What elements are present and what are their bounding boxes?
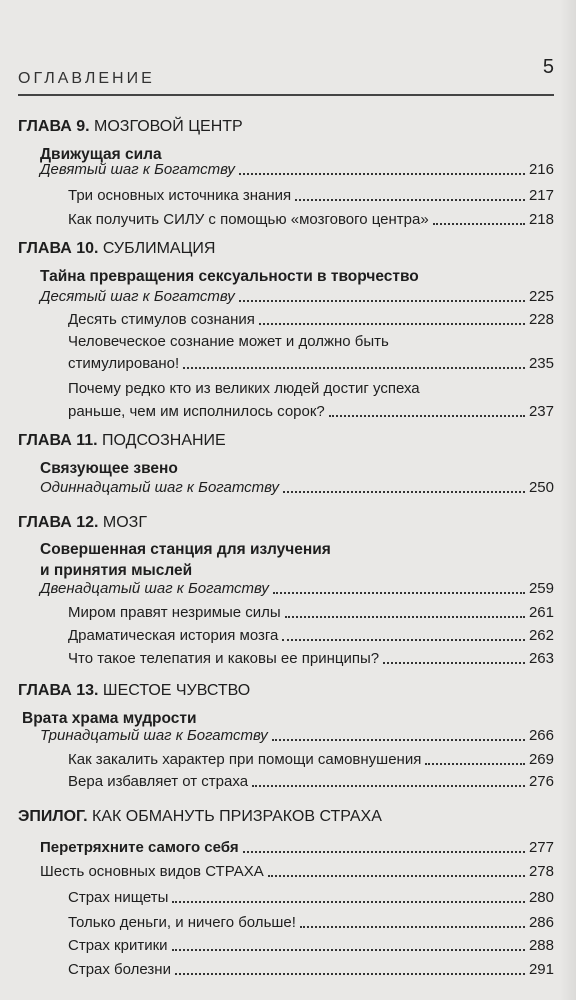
toc-entry[interactable] [68, 936, 554, 955]
chapter-title: СУБЛИМАЦИЯ [98, 240, 216, 257]
dot-leader [243, 851, 525, 853]
entry-title: Что такое телепатия и каковы ее принципы? [68, 650, 380, 667]
page-edge-shadow [560, 0, 576, 1000]
entry-title: Десять стимулов сознания [68, 311, 255, 328]
entry-page: 216 [528, 161, 554, 178]
page-header [18, 56, 554, 90]
entry-title-line1: Человеческое сознание может и должно быть [68, 333, 389, 350]
entry-page: 218 [528, 211, 554, 228]
entry-page: 259 [528, 580, 554, 597]
dot-leader [172, 949, 525, 951]
entry-title: Страх болезни [68, 961, 171, 978]
entry-title: Десятый шаг к Богатству [40, 288, 235, 305]
toc-entry[interactable] [40, 726, 554, 745]
entry-page: 217 [528, 187, 554, 204]
dot-leader [272, 739, 525, 741]
section-heading: Совершенная станция для излучения [40, 541, 331, 558]
entry-page: 263 [528, 650, 554, 667]
chapter-heading [18, 118, 243, 136]
header-rule [18, 94, 554, 96]
dot-leader [172, 901, 525, 903]
toc-entry[interactable] [68, 649, 554, 668]
dot-leader [383, 662, 525, 664]
chapter-label: ГЛАВА 13. [18, 682, 99, 699]
chapter-title: МОЗГОВОЙ ЦЕНТР [89, 118, 243, 135]
entry-page: 286 [528, 914, 554, 931]
entry-title: Три основных источника знания [68, 187, 292, 204]
toc-entry[interactable] [68, 354, 554, 373]
chapter-title: МОЗГ [98, 514, 147, 531]
entry-page: 250 [528, 479, 554, 496]
toc-entry[interactable] [40, 160, 554, 179]
dot-leader [273, 592, 525, 594]
dot-leader [425, 763, 525, 765]
dot-leader [300, 926, 525, 928]
toc-entry[interactable] [68, 186, 554, 205]
toc-entry[interactable] [68, 603, 554, 622]
toc-entry[interactable] [68, 310, 554, 329]
chapter-label: ГЛАВА 9. [18, 118, 90, 135]
chapter-heading [18, 432, 226, 450]
entry-title-line1: Почему редко кто из великих людей достиг успеха [68, 380, 420, 397]
chapter-heading [18, 240, 215, 258]
entry-title: Тринадцатый шаг к Богатству [40, 727, 268, 744]
toc-entry[interactable] [40, 478, 554, 497]
entry-page: 237 [528, 403, 554, 420]
dot-leader [329, 415, 525, 417]
entry-title: Драматическая история мозга [68, 627, 279, 644]
toc-entry[interactable] [68, 913, 554, 932]
entry-page: 269 [528, 751, 554, 768]
dot-leader [268, 875, 525, 877]
toc-entry[interactable] [68, 750, 554, 769]
toc-entry[interactable] [68, 888, 554, 907]
toc-entry[interactable] [68, 210, 554, 229]
entry-page: 262 [528, 627, 554, 644]
dot-leader [259, 323, 525, 325]
entry-title: Шесть основных видов СТРАХА [40, 863, 264, 880]
section-heading: Связующее звено [40, 460, 178, 477]
chapter-title: КАК ОБМАНУТЬ ПРИЗРАКОВ СТРАХА [87, 808, 382, 825]
dot-leader [283, 491, 525, 493]
entry-title: Как получить СИЛУ с помощью «мозгового центра» [68, 211, 429, 228]
dot-leader [433, 223, 525, 225]
entry-title: Двенадцатый шаг к Богатству [40, 580, 269, 597]
chapter-heading [18, 514, 147, 532]
entry-page: 291 [528, 961, 554, 978]
dot-leader [285, 616, 525, 618]
entry-title: Страх критики [68, 937, 168, 954]
chapter-label: ГЛАВА 10. [18, 240, 99, 257]
dot-leader [239, 300, 525, 302]
running-title: ОГЛАВЛЕНИЕ [18, 70, 155, 87]
toc-entry[interactable] [40, 862, 554, 881]
toc-entry[interactable] [68, 772, 554, 791]
entry-title: Как закалить характер при помощи самовнушения [68, 751, 422, 768]
entry-page: 280 [528, 889, 554, 906]
entry-page: 261 [528, 604, 554, 621]
entry-page: 278 [528, 863, 554, 880]
entry-title-line2: стимулировано! [68, 355, 180, 372]
chapter-heading [18, 808, 382, 826]
entry-title: Девятый шаг к Богатству [40, 161, 235, 178]
dot-leader [239, 173, 525, 175]
toc-entry[interactable] [40, 579, 554, 598]
chapter-title: ПОДСОЗНАНИЕ [97, 432, 226, 449]
section-heading: Врата храма мудрости [22, 710, 197, 727]
entry-page: 288 [528, 937, 554, 954]
dot-leader [175, 973, 525, 975]
entry-title: Вера избавляет от страха [68, 773, 249, 790]
section-heading: Тайна превращения сексуальности в творчество [40, 268, 419, 285]
dot-leader [282, 639, 525, 641]
section-heading: Движущая сила [40, 146, 162, 163]
entry-title: Миром правят незримые силы [68, 604, 281, 621]
entry-title: Страх нищеты [68, 889, 169, 906]
entry-page: 277 [528, 839, 554, 856]
toc-entry[interactable] [40, 287, 554, 306]
entry-page: 266 [528, 727, 554, 744]
chapter-title: ШЕСТОЕ ЧУВСТВО [98, 682, 251, 699]
dot-leader [252, 785, 525, 787]
section-heading: и принятия мыслей [40, 562, 193, 579]
entry-title: Перетряхните самого себя [40, 839, 239, 856]
toc-entry[interactable] [68, 402, 554, 421]
chapter-heading [18, 682, 250, 700]
entry-title: Только деньги, и ничего больше! [68, 914, 296, 931]
dot-leader [295, 199, 525, 201]
chapter-label: ЭПИЛОГ. [18, 808, 88, 825]
toc-entry[interactable] [40, 838, 554, 857]
entry-title: Одиннадцатый шаг к Богатству [40, 479, 280, 496]
toc-entry-line [68, 379, 554, 398]
entry-title-line2: раньше, чем им исполнилось сорок? [68, 403, 325, 420]
toc-entry[interactable] [68, 960, 554, 979]
entry-page: 228 [528, 311, 554, 328]
page-number: 5 [542, 56, 554, 78]
chapter-label: ГЛАВА 12. [18, 514, 99, 531]
toc-entry-line [68, 332, 554, 351]
entry-page: 225 [528, 288, 554, 305]
entry-page: 276 [528, 773, 554, 790]
toc-entry[interactable] [68, 626, 554, 645]
entry-page: 235 [528, 355, 554, 372]
dot-leader [183, 367, 525, 369]
chapter-label: ГЛАВА 11. [18, 432, 98, 449]
